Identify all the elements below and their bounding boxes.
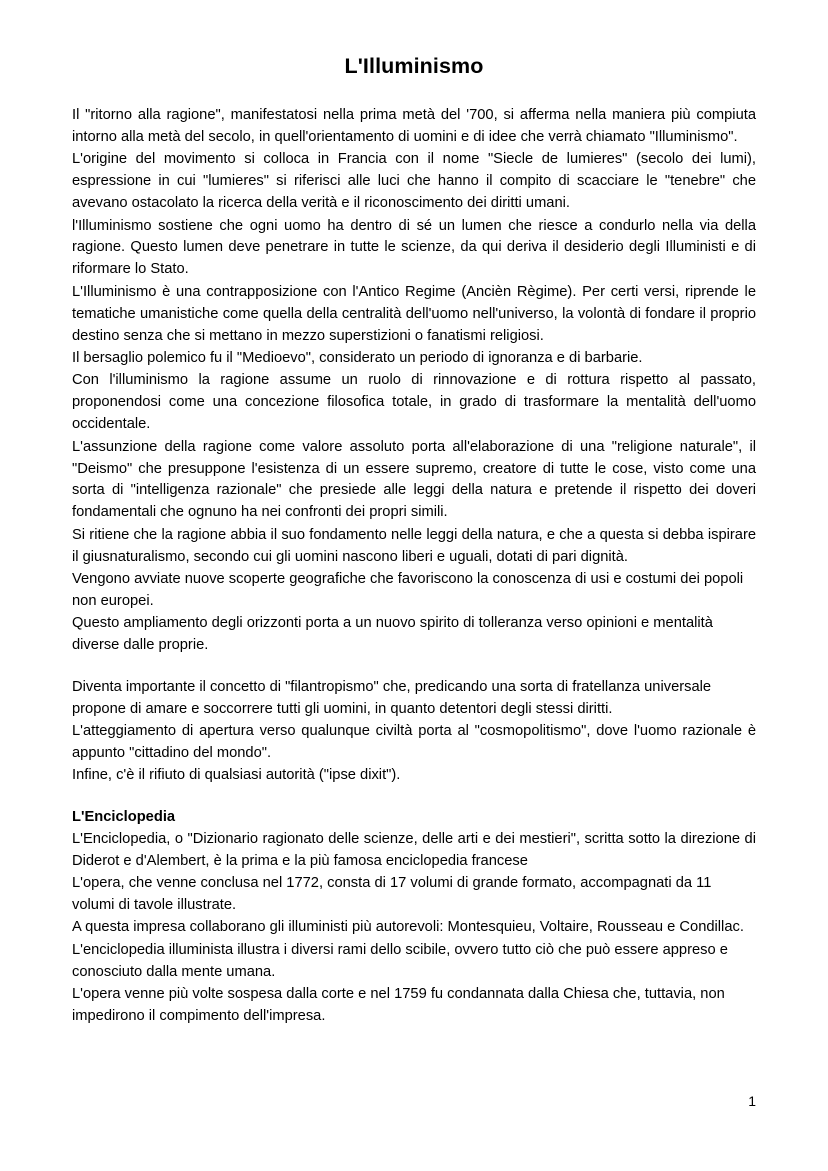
paragraph: Il bersaglio polemico fu il "Medioevo", considerato un periodo di ignoranza e di barbarie. <box>72 349 643 366</box>
paragraph-spacer <box>72 658 756 677</box>
paragraph: Diventa importante il concetto di "filantropismo" che, predicando una sorta di fratellanza universale propone di amare e soccorrere tutti gli uomini, in quanto detentori degli stessi diritti. <box>72 678 712 717</box>
paragraph: L'assunzione della ragione come valore assoluto porta all'elaborazione di una "religione naturale", il "Deismo" che presuppone l'esistenza di un essere supremo, creatore di tutte le cose, visto come una sorta di "intelligenza razionale" che presiede alle leggi della natura e pretende il rispetto dei doveri fondamentali che ognuno ha nei confronti dei propri simili. <box>72 438 756 521</box>
paragraph: L'enciclopedia illuminista illustra i diversi rami dello scibile, ovvero tutto ciò che può essere appreso e conosciuto dalla mente umana. <box>72 941 728 980</box>
paragraph: Si ritiene che la ragione abbia il suo fondamento nelle leggi della natura, e che a questa si debba ispirare il giusnaturalismo, secondo cui gli uomini nascono liberi e uguali, dotati di pari dignità. <box>72 526 756 565</box>
page-title: L'Illuminismo <box>344 54 484 78</box>
body-section-two <box>72 677 756 788</box>
body-section-one <box>72 105 756 657</box>
section-heading: L'Enciclopedia <box>72 808 176 825</box>
paragraph: L'origine del movimento si colloca in Francia con il nome "Siecle de lumieres" (secolo dei lumi), espressione in cui "lumieres" si riferisci alle luci che hanno il compito di scacciare le "tenebre" che avevano ostacolato la ricerca della verità e il riconoscimento dei diritti umani. <box>72 151 756 212</box>
paragraph: L'Enciclopedia, o "Dizionario ragionato delle scienze, delle arti e dei mestieri", scritta sotto la direzione di Diderot e d'Alembert, è la prima e la più famosa enciclopedia francese <box>72 830 756 869</box>
paragraph: Infine, c'è il rifiuto di qualsiasi autorità ("ipse dixit"). <box>72 767 401 784</box>
paragraph: Con l'illuminismo la ragione assume un ruolo di rinnovazione e di rottura rispetto al passato, proponendosi come una concezione filosofica totale, in grado di trasformare la mentalità dell'uomo occidentale. <box>72 372 756 433</box>
paragraph: Vengono avviate nuove scoperte geografiche che favoriscono la conoscenza di usi e costumi dei popoli non europei. <box>72 571 744 609</box>
section-spacer <box>72 788 756 807</box>
paragraph: L'opera, che venne conclusa nel 1772, consta di 17 volumi di grande formato, accompagnati da 11 volumi di tavole illustrate. <box>72 874 712 913</box>
paragraph: L'opera venne più volte sospesa dalla corte e nel 1759 fu condannata dalla Chiesa che, tuttavia, non impedirono il compimento dell'impresa. <box>72 985 725 1024</box>
paragraph: Il "ritorno alla ragione", manifestatosi nella prima metà del '700, si afferma nella maniera più compiuta intorno alla metà del secolo, in quell'orientamento di uomini e di idee che verrà chiamato "Illuminismo". <box>72 107 756 145</box>
paragraph: L'atteggiamento di apertura verso qualunque civiltà porta al "cosmopolitismo", dove l'uomo razionale è appunto "cittadino del mondo". <box>72 722 756 761</box>
paragraph: l'Illuminismo sostiene che ogni uomo ha dentro di sé un lumen che riesce a condurlo nella via della ragione. Questo lumen deve penetrare in tutte le scienze, da qui deriva il desiderio degli Illuministi e di riformare lo Stato. <box>72 217 756 278</box>
encyclopedia-section <box>72 807 756 1028</box>
paragraph: L'Illuminismo è una contrapposizione con l'Antico Regime (Ancièn Règime). Per certi versi, riprende le tematiche umanistiche come quella della centralità dell'uomo nell'universo, la volontà di fondare il proprio destino senza che si mettano in mezzo superstizioni o fanatismi religiosi. <box>72 283 756 344</box>
paragraph: A questa impresa collaborano gli illuministi più autorevoli: Montesquieu, Voltaire, Rousseau e Condillac. <box>72 919 744 936</box>
page-number: 1 <box>748 1093 756 1109</box>
paragraph: Questo ampliamento degli orizzonti porta a un nuovo spirito di tolleranza verso opinioni e mentalità diverse dalle proprie. <box>72 615 713 654</box>
